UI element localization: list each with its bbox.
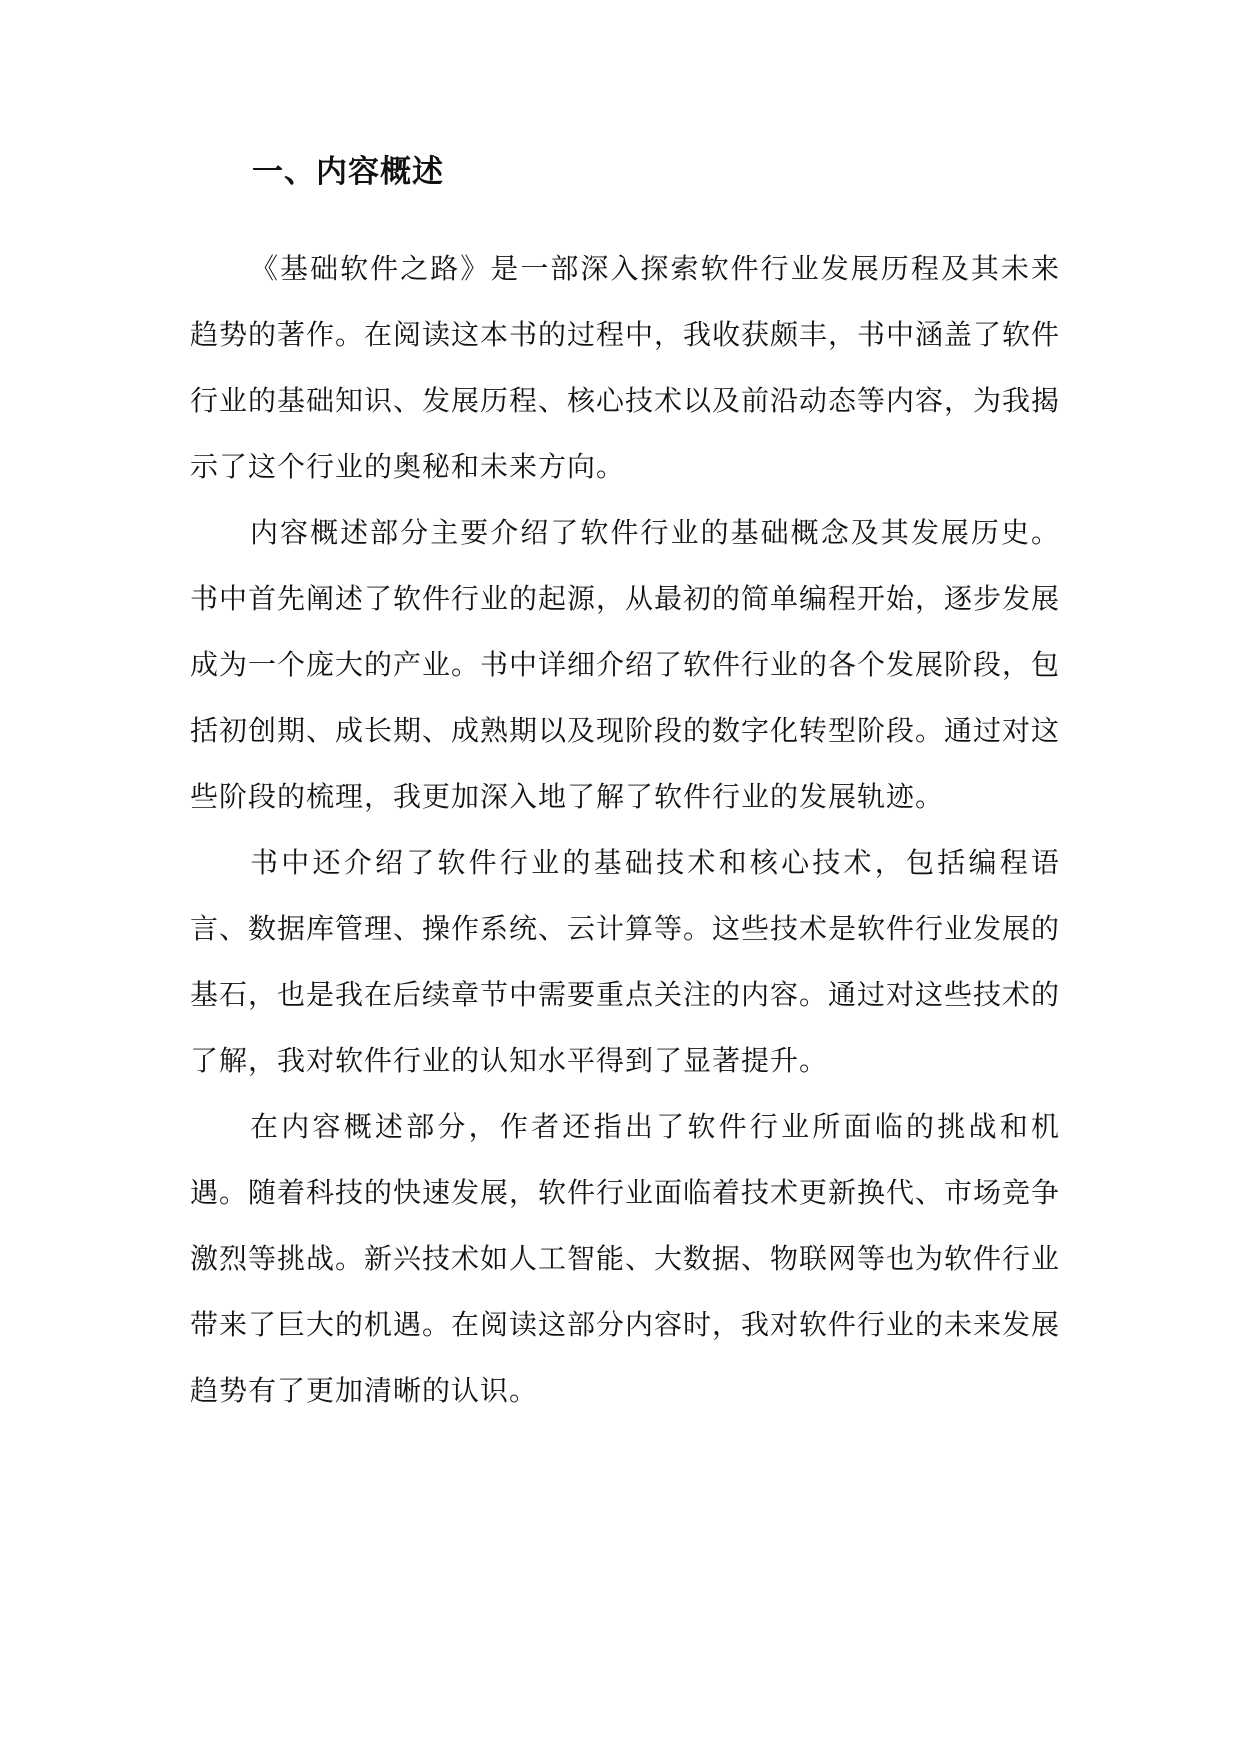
paragraph-2: 内容概述部分主要介绍了软件行业的基础概念及其发展历史。书中首先阐述了软件行业的起源，从最初的简单编程开始，逐步发展成为一个庞大的产业。书中详细介绍了软件行业的各个发展阶段，包括初创期、成长期、成熟期以及现阶段的数字化转型阶段。通过对这些阶段的梳理，我更加深入地了解了软件行业的发展轨迹。: [190, 516, 1061, 813]
body-text: [190, 236, 1060, 1424]
paragraph-4: 在内容概述部分，作者还指出了软件行业所面临的挑战和机遇。随着科技的快速发展，软件行业面临着技术更新换代、市场竞争激烈等挑战。新兴技术如人工智能、大数据、物联网等也为软件行业带来了巨大的机遇。在阅读这部分内容时，我对软件行业的未来发展趋势有了更加清晰的认识。: [190, 1110, 1061, 1407]
document-content: [190, 150, 1060, 1424]
section-heading: 一、内容概述: [252, 154, 444, 190]
paragraph-1: 《基础软件之路》是一部深入探索软件行业发展历程及其未来趋势的著作。在阅读这本书的过程中，我收获颇丰，书中涵盖了软件行业的基础知识、发展历程、核心技术以及前沿动态等内容，为我揭示了这个行业的奥秘和未来方向。: [190, 252, 1061, 483]
paragraph-3: 书中还介绍了软件行业的基础技术和核心技术，包括编程语言、数据库管理、操作系统、云计算等。这些技术是软件行业发展的基石，也是我在后续章节中需要重点关注的内容。通过对这些技术的了解，我对软件行业的认知水平得到了显著提升。: [190, 846, 1061, 1077]
